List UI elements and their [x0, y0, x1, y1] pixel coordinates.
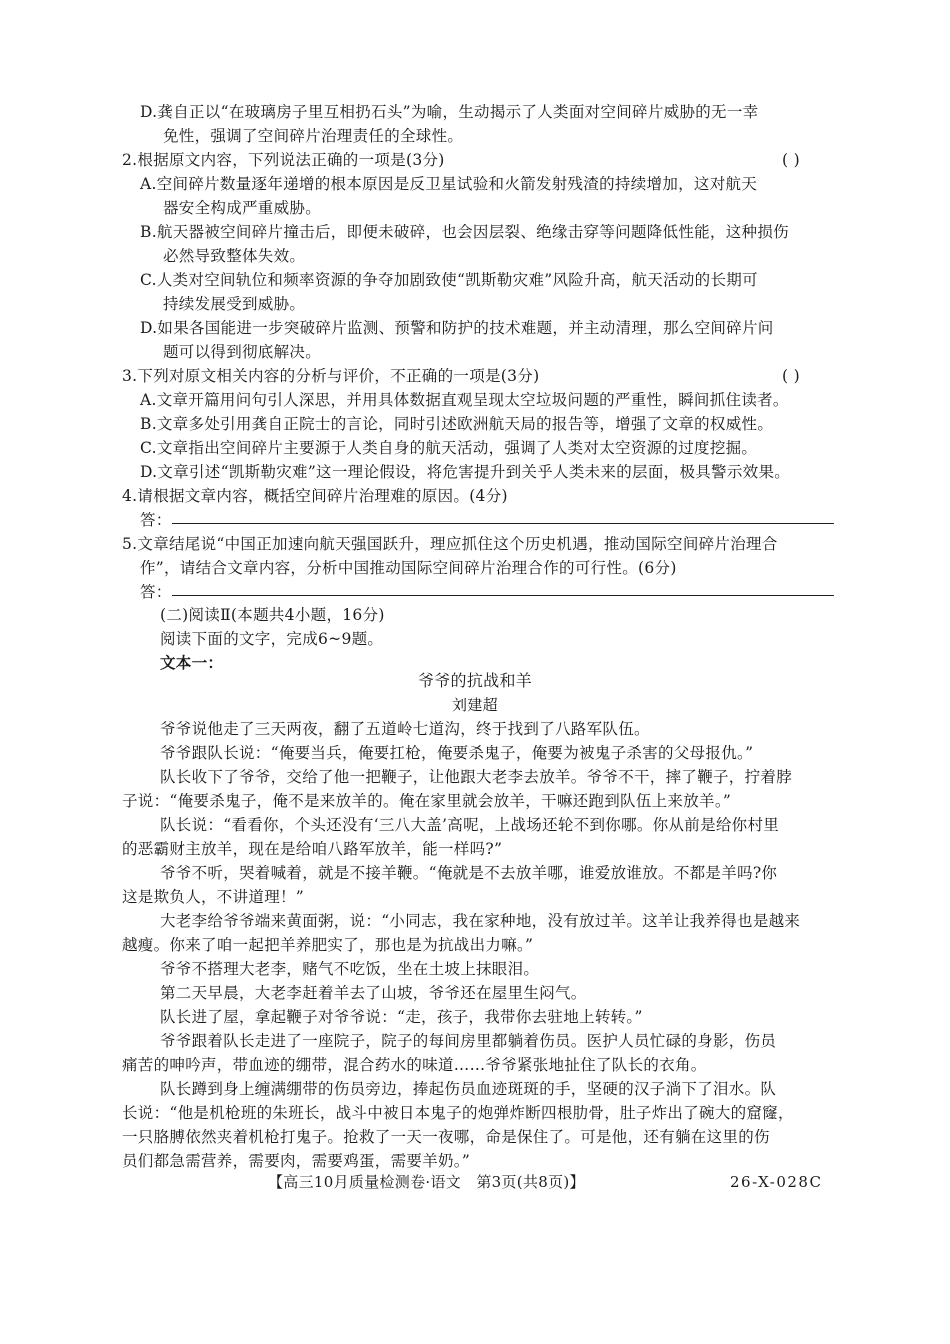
story-line: 长说：“他是机枪班的朱班长，战斗中被日本鬼子的炮弹炸断四根肋骨，肚子炸出了碗大的窟窿， — [122, 1104, 794, 1122]
story-line: 队长说：“看看你，个头还没有‘三八大盖’高呢，上战场还轮不到你哪。你从前是给你村里 — [160, 816, 780, 834]
q2-answer-paren: ( ) — [782, 151, 800, 169]
story-line: 队长蹲到身上缠满绷带的伤员旁边，捧起伤员血迹斑斑的手，坚硬的汉子淌下了泪水。队 — [160, 1080, 777, 1098]
story-line: 队长收下了爷爷，交给了他一把鞭子，让他跟大老李去放羊。爷爷不干，摔了鞭子，拧着脖 — [160, 768, 793, 786]
story-line: 痛苦的呻吟声，带血迹的绷带，混合药水的味道……爷爷紧张地扯住了队长的衣角。 — [122, 1056, 707, 1074]
q3-option-a: A.文章开篇用问句引人深思，并用具体数据直观呈现太空垃圾问题的严重性，瞬间抓住读者。 — [140, 391, 789, 409]
q2-option-d-line1: D.如果各国能进一步突破碎片监测、预警和防护的技术难题，并主动清理，那么空间碎片问 — [140, 319, 774, 337]
story-line: 大老李给爷爷端来黄面粥，说：“小同志，我在家种地，没有放过羊。这羊让我养得也是越来 — [160, 912, 801, 930]
story-line: 一只胳膊依然夹着机枪打鬼子。抢救了一天一夜哪，命是保住了。可是他，还有躺在这里的伤 — [122, 1128, 770, 1146]
q2-option-d-line2: 题可以得到彻底解决。 — [163, 343, 322, 361]
story-line: 爷爷说他走了三天两夜，翻了五道岭七道沟，终于找到了八路军队伍。 — [160, 720, 650, 738]
story-line: 爷爷不搭理大老李，赌气不吃饭，坐在土坡上抹眼泪。 — [160, 960, 540, 978]
section2-instruction: 阅读下面的文字，完成6~9题。 — [160, 630, 384, 648]
story-line: 爷爷跟着队长走进了一座院子，院子的每间房里都躺着伤员。医护人员忙碌的身影，伤员 — [160, 1032, 777, 1050]
story-line: 爷爷不听，哭着喊着，就是不接羊鞭。“俺就是不去放羊哪，谁爱放谁放。不都是羊吗?你 — [160, 864, 778, 882]
story-line: 队长进了屋，拿起鞭子对爷爷说：“走，孩子，我带你去驻地上转转。” — [160, 1008, 643, 1026]
q5-answer-line[interactable] — [172, 579, 834, 596]
page-footer-code: 26-X-028C — [730, 1173, 823, 1191]
q3-option-c: C.文章指出空间碎片主要源于人类自身的航天活动，强调了人类对太空资源的过度挖掘。 — [140, 439, 758, 457]
text-one-label: 文本一： — [160, 654, 224, 672]
q3-stem: 3.下列对原文相关内容的分析与评价，不正确的一项是(3分) — [122, 367, 540, 385]
q2-option-a-line2: 器安全构成严重威胁。 — [163, 199, 322, 217]
story-line: 爷爷跟队长说：“俺要当兵，俺要扛枪，俺要杀鬼子，俺要为被鬼子杀害的父母报仇。” — [160, 744, 754, 762]
q1-option-d-line1: D.龚自正以“在玻璃房子里互相扔石头”为喻，生动揭示了人类面对空间碎片威胁的无一幸 — [140, 103, 759, 121]
q2-option-b-line2: 必然导致整体失效。 — [163, 247, 306, 265]
q5-answer-label: 答： — [140, 583, 172, 601]
q2-option-a-line1: A.空间碎片数量逐年递增的根本原因是反卫星试验和火箭发射残渣的持续增加，这对航天 — [140, 175, 758, 193]
q1-option-d-line2: 免性，强调了空间碎片治理责任的全球性。 — [163, 127, 464, 145]
story-line: 越瘦。你来了咱一起把羊养肥实了，那也是为抗战出力嘛。” — [122, 936, 534, 954]
story-author: 刘建超 — [452, 696, 498, 714]
story-line: 子说：“俺要杀鬼子，俺不是来放羊的。俺在家里就会放羊，干嘛还跑到队伍上来放羊。” — [122, 792, 732, 810]
q2-stem: 2.根据原文内容，下列说法正确的一项是(3分) — [122, 151, 445, 169]
q2-option-c-line1: C.人类对空间轨位和频率资源的争夺加剧致使“凯斯勒灾难”风险升高，航天活动的长期可 — [140, 271, 758, 289]
q3-answer-paren: ( ) — [782, 367, 800, 385]
q2-option-c-line2: 持续发展受到威胁。 — [163, 295, 306, 313]
story-line: 这是欺负人，不讲道理！” — [122, 888, 305, 906]
q5-stem-line1: 5.文章结尾说“中国正加速向航天强国跃升，理应抓住这个历史机遇，推动国际空间碎片治理合 — [122, 535, 778, 553]
q2-option-b-line1: B.航天器被空间碎片撞击后，即便未破碎，也会因层裂、绝缘击穿等问题降低性能，这种损伤 — [140, 223, 789, 241]
page-footer-label: 【高三10月质量检测卷·语文 第3页(共8页)】 — [268, 1173, 585, 1191]
q3-option-d: D.文章引述“凯斯勒灾难”这一理论假设，将危害提升到关乎人类未来的层面，极具警示效果。 — [140, 463, 791, 481]
story-line: 第二天早晨，大老李赶着羊去了山坡，爷爷还在屋里生闷气。 — [160, 984, 587, 1002]
q3-option-b: B.文章多处引用龚自正院士的言论，同时引述欧洲航天局的报告等，增强了文章的权威性。 — [140, 415, 774, 433]
q4-answer-label: 答： — [140, 511, 172, 529]
section2-heading: (二)阅读Ⅱ(本题共4小题，16分) — [160, 606, 385, 624]
q5-stem-line2: 作”，请结合文章内容，分析中国推动国际空间碎片治理合作的可行性。(6分) — [140, 559, 677, 577]
q4-stem: 4.请根据文章内容，概括空间碎片治理难的原因。(4分) — [122, 487, 508, 505]
story-title: 爷爷的抗战和羊 — [417, 671, 533, 690]
story-line: 员们都急需营养，需要肉，需要鸡蛋，需要羊奶。” — [122, 1152, 471, 1170]
story-line: 的恶霸财主放羊，现在是给咱八路军放羊，能一样吗?” — [122, 840, 503, 858]
q4-answer-line[interactable] — [172, 507, 834, 524]
